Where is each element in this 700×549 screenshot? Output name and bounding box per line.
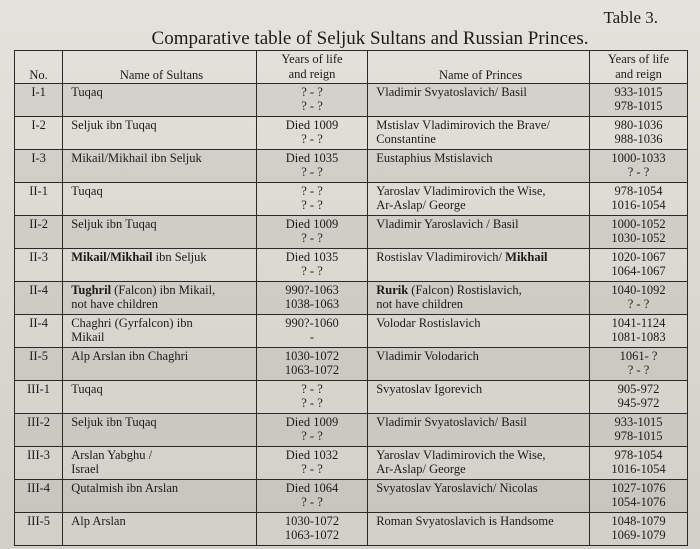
cell-prince-name-text: Vladimir Svyatoslavich/ Basil — [376, 85, 527, 99]
cell-prince-name-text: Svyatoslav Igorevich — [376, 382, 483, 396]
cell-sultan-name-line — [71, 151, 252, 165]
table-row — [15, 480, 688, 513]
cell-sultan-name-line — [71, 250, 252, 264]
cell-prince-years-line: 1030-1052 — [611, 231, 666, 245]
cell-sultan-years-line: Died 1064 — [285, 481, 339, 495]
cell-prince-years — [590, 216, 688, 249]
cell-sultan-name — [63, 216, 257, 249]
cell-sultan-years-line: ? - ? — [301, 184, 323, 198]
cell-no: III-3 — [15, 447, 63, 480]
cell-sultan-name-text: Arslan Yabghu / — [71, 448, 153, 462]
cell-sultan-name-text: ibn Seljuk — [152, 250, 207, 264]
cell-prince-years-line: 933-1015 — [614, 85, 663, 99]
cell-sultan-name-line — [71, 283, 252, 297]
cell-prince-years — [590, 414, 688, 447]
cell-prince-name-text: Ar-Aslap/ George — [376, 198, 466, 212]
cell-prince-years-line: 1016-1054 — [611, 198, 666, 212]
cell-prince-name — [368, 216, 590, 249]
cell-prince-years-line: 1016-1054 — [611, 462, 666, 476]
cell-sultan-years-line: Died 1009 — [285, 118, 339, 132]
header-prince-name: Name of Princes — [368, 51, 590, 84]
cell-no: II-4 — [15, 282, 63, 315]
cell-prince-years — [590, 447, 688, 480]
cell-prince-name-line — [376, 349, 585, 363]
cell-prince-name-line — [376, 382, 585, 396]
cell-no: II-5 — [15, 348, 63, 381]
cell-prince-name — [368, 381, 590, 414]
cell-sultan-name-text: Israel — [71, 462, 99, 476]
cell-sultan-name-text: Tughril — [71, 283, 112, 297]
cell-prince-years — [590, 480, 688, 513]
cell-prince-years-line: 978-1054 — [614, 184, 663, 198]
cell-prince-years — [590, 183, 688, 216]
cell-prince-years-line: 1069-1079 — [611, 528, 666, 542]
cell-sultan-name-text: Seljuk ibn Tuqaq — [71, 118, 157, 132]
table-row — [15, 249, 688, 282]
cell-sultan-name-line — [71, 349, 252, 363]
cell-sultan-years — [256, 249, 367, 282]
cell-prince-name-line — [376, 118, 585, 132]
cell-prince-name-text: Vladimir Svyatoslavich/ Basil — [376, 415, 527, 429]
cell-prince-years-line: ? - ? — [627, 165, 650, 179]
cell-prince-years — [590, 84, 688, 117]
cell-no: III-1 — [15, 381, 63, 414]
cell-no: III-2 — [15, 414, 63, 447]
cell-sultan-years-line: ? - ? — [301, 396, 323, 410]
cell-prince-years-line: 905-972 — [617, 382, 660, 396]
cell-no: II-2 — [15, 216, 63, 249]
table-row — [15, 84, 688, 117]
cell-prince-name-text: Eustaphius Mstislavich — [376, 151, 493, 165]
comparison-table — [14, 50, 688, 546]
cell-prince-name-line — [376, 514, 585, 528]
cell-prince-years-line: ? - ? — [627, 297, 650, 311]
cell-prince-name-text: Yaroslav Vladimirovich the Wise, — [376, 184, 546, 198]
cell-sultan-years — [256, 117, 367, 150]
cell-sultan-years-line: ? - ? — [301, 165, 323, 179]
cell-prince-name — [368, 315, 590, 348]
cell-sultan-years-line: Died 1009 — [285, 217, 339, 231]
cell-sultan-years-line: 1063-1072 — [284, 363, 340, 377]
cell-prince-name-text: Svyatoslav Yaroslavich/ Nicolas — [376, 481, 538, 495]
cell-prince-years — [590, 249, 688, 282]
table-number: Table 3. — [603, 8, 658, 27]
cell-sultan-years-line: ? - ? — [301, 495, 323, 509]
cell-sultan-years — [256, 447, 367, 480]
cell-sultan-name-text: Alp Arslan — [71, 514, 126, 528]
cell-sultan-name-line — [71, 184, 252, 198]
cell-prince-name-text: Rurik — [376, 283, 409, 297]
cell-no: II-3 — [15, 249, 63, 282]
cell-prince-name-line — [376, 283, 585, 297]
cell-sultan-name-text: Seljuk ibn Tuqaq — [71, 217, 157, 231]
cell-sultan-name — [63, 315, 257, 348]
cell-prince-years-line: 1048-1079 — [611, 514, 666, 528]
cell-sultan-name-text: Tuqaq — [71, 382, 103, 396]
cell-prince-years — [590, 348, 688, 381]
cell-prince-years — [590, 315, 688, 348]
cell-sultan-name-line — [71, 462, 252, 476]
cell-prince-name — [368, 117, 590, 150]
cell-prince-years-line: 978-1054 — [614, 448, 663, 462]
cell-sultan-name-line — [71, 448, 252, 462]
cell-no: I-1 — [15, 84, 63, 117]
cell-sultan-years-line: ? - ? — [301, 99, 323, 113]
cell-sultan-years-line: 1030-1072 — [284, 349, 340, 363]
cell-prince-name — [368, 150, 590, 183]
cell-prince-years-line: ? - ? — [627, 363, 650, 377]
cell-sultan-name-text: Alp Arslan ibn Chaghri — [71, 349, 189, 363]
cell-sultan-name-line — [71, 481, 252, 495]
cell-no: III-4 — [15, 480, 63, 513]
cell-sultan-name-text: Seljuk ibn Tuqaq — [71, 415, 157, 429]
cell-sultan-years — [256, 381, 367, 414]
cell-prince-years — [590, 282, 688, 315]
cell-sultan-years-line: ? - ? — [301, 85, 323, 99]
cell-prince-years — [590, 513, 688, 546]
cell-sultan-years-line: 1038-1063 — [284, 297, 340, 311]
cell-prince-name-text: Mstislav Vladimirovich the Brave/ — [376, 118, 550, 132]
cell-sultan-name — [63, 381, 257, 414]
cell-sultan-name-text: (Falcon) ibn Mikail, — [111, 283, 216, 297]
cell-sultan-years — [256, 282, 367, 315]
cell-prince-name — [368, 249, 590, 282]
cell-sultan-years-line: ? - ? — [301, 132, 323, 146]
cell-prince-name-line — [376, 151, 585, 165]
cell-prince-name-text: Ar-Aslap/ George — [376, 462, 466, 476]
cell-sultan-name — [63, 84, 257, 117]
cell-sultan-years-line: Died 1035 — [285, 250, 339, 264]
table-row — [15, 282, 688, 315]
cell-prince-years — [590, 117, 688, 150]
cell-prince-name — [368, 183, 590, 216]
cell-prince-name — [368, 348, 590, 381]
cell-prince-years-line: 988-1036 — [614, 132, 663, 146]
table-row — [15, 183, 688, 216]
table-row — [15, 117, 688, 150]
cell-sultan-name-text: Tuqaq — [71, 85, 103, 99]
header-prince-years — [590, 51, 688, 84]
cell-prince-name-line — [376, 316, 585, 330]
cell-sultan-name-line — [71, 85, 252, 99]
cell-prince-name-text: Rostislav Vladimirovich/ — [376, 250, 506, 264]
cell-sultan-years-line: ? - ? — [301, 264, 323, 278]
cell-sultan-years — [256, 348, 367, 381]
cell-prince-name — [368, 513, 590, 546]
cell-sultan-years-line: Died 1035 — [285, 151, 339, 165]
cell-sultan-years — [256, 480, 367, 513]
cell-sultan-years — [256, 84, 367, 117]
cell-sultan-name-line — [71, 297, 252, 311]
table-row — [15, 381, 688, 414]
header-line: Years of life — [607, 52, 670, 66]
cell-prince-name-text: not have children — [376, 297, 463, 311]
cell-sultan-name — [63, 513, 257, 546]
cell-prince-years-line: 978-1015 — [614, 99, 663, 113]
cell-prince-name — [368, 447, 590, 480]
cell-sultan-name — [63, 117, 257, 150]
cell-sultan-name-line — [71, 514, 252, 528]
cell-sultan-years-line: 990?-1060 — [285, 316, 339, 330]
cell-prince-name-line — [376, 132, 585, 146]
table-row — [15, 315, 688, 348]
cell-sultan-name — [63, 447, 257, 480]
cell-prince-name-line — [376, 198, 585, 212]
cell-prince-years-line: 1040-1092 — [611, 283, 666, 297]
cell-prince-name-text: Roman Svyatoslavich is Handsome — [376, 514, 554, 528]
cell-sultan-name-text: Mikail/Mikhail ibn Seljuk — [71, 151, 202, 165]
cell-sultan-years-line: Died 1009 — [285, 415, 339, 429]
header-row — [15, 51, 688, 84]
cell-prince-years-line: 1064-1067 — [611, 264, 666, 278]
table-row — [15, 447, 688, 480]
cell-prince-name-line — [376, 217, 585, 231]
cell-prince-name-line — [376, 481, 585, 495]
cell-prince-years-line: 1000-1033 — [611, 151, 666, 165]
cell-prince-years-line: 1000-1052 — [611, 217, 666, 231]
cell-sultan-name-text: Qutalmish ibn Arslan — [71, 481, 179, 495]
cell-prince-name — [368, 480, 590, 513]
cell-prince-name — [368, 414, 590, 447]
cell-sultan-name-line — [71, 382, 252, 396]
cell-sultan-name-line — [71, 330, 252, 344]
cell-sultan-years — [256, 315, 367, 348]
cell-sultan-years-line: ? - ? — [301, 382, 323, 396]
cell-no: II-1 — [15, 183, 63, 216]
cell-sultan-years-line: ? - ? — [301, 231, 323, 245]
cell-sultan-name-line — [71, 316, 252, 330]
cell-prince-years-line: 1054-1076 — [611, 495, 666, 509]
cell-sultan-years — [256, 183, 367, 216]
header-line: and reign — [288, 67, 336, 81]
cell-sultan-name — [63, 183, 257, 216]
cell-sultan-name-text: not have children — [71, 297, 158, 311]
cell-prince-name-line — [376, 415, 585, 429]
cell-no: I-2 — [15, 117, 63, 150]
cell-prince-name-line — [376, 448, 585, 462]
header-line: and reign — [615, 67, 662, 81]
cell-sultan-name — [63, 480, 257, 513]
cell-sultan-years — [256, 216, 367, 249]
cell-prince-name-line — [376, 184, 585, 198]
cell-prince-name-text: Mikhail — [505, 250, 548, 264]
cell-sultan-name-text: Chaghri (Gyrfalcon) ibn — [71, 316, 193, 330]
cell-prince-years-line: 980-1036 — [614, 118, 663, 132]
cell-sultan-years — [256, 414, 367, 447]
cell-prince-name-line — [376, 297, 585, 311]
cell-prince-name-text: (Falcon) Rostislavich, — [408, 283, 522, 297]
cell-sultan-name — [63, 282, 257, 315]
table-row — [15, 348, 688, 381]
cell-no: I-3 — [15, 150, 63, 183]
cell-prince-name — [368, 84, 590, 117]
cell-sultan-years-line: Died 1032 — [285, 448, 339, 462]
cell-sultan-name-line — [71, 415, 252, 429]
cell-sultan-years-line: 990?-1063 — [285, 283, 339, 297]
cell-sultan-years — [256, 150, 367, 183]
cell-prince-years-line: 1041-1124 — [611, 316, 666, 330]
cell-sultan-name — [63, 150, 257, 183]
cell-prince-name-line — [376, 462, 585, 476]
cell-prince-years-line: 933-1015 — [614, 415, 663, 429]
header-no: No. — [15, 51, 63, 84]
cell-sultan-years-line: ? - ? — [301, 429, 323, 443]
table-row — [15, 216, 688, 249]
cell-prince-name-text: Vladimir Yaroslavich / Basil — [376, 217, 519, 231]
cell-prince-name-line — [376, 250, 585, 264]
header-sultan-years — [256, 51, 367, 84]
cell-prince-years-line: 1027-1076 — [611, 481, 666, 495]
cell-sultan-years-line: - — [309, 330, 315, 344]
header-sultan-name: Name of Sultans — [63, 51, 257, 84]
cell-sultan-years-line: ? - ? — [301, 198, 323, 212]
cell-prince-years-line: 1020-1067 — [611, 250, 666, 264]
cell-prince-years — [590, 150, 688, 183]
cell-sultan-name-text: Mikail — [71, 330, 105, 344]
table-body — [15, 84, 688, 546]
table-row — [15, 414, 688, 447]
cell-prince-years-line: 1061- ? — [619, 349, 658, 363]
cell-sultan-name — [63, 249, 257, 282]
table-row — [15, 513, 688, 546]
cell-no: II-4 — [15, 315, 63, 348]
cell-sultan-years-line: 1030-1072 — [284, 514, 340, 528]
cell-no: III-5 — [15, 513, 63, 546]
cell-prince-years-line: 978-1015 — [614, 429, 663, 443]
cell-prince-years-line: 1081-1083 — [611, 330, 666, 344]
cell-prince-years — [590, 381, 688, 414]
table-caption: Comparative table of Seljuk Sultans and Russian Princes. — [151, 28, 589, 49]
header-line: Years of life — [281, 52, 343, 66]
cell-sultan-name — [63, 348, 257, 381]
cell-sultan-name-text: Mikail/Mikhail — [71, 250, 153, 264]
cell-sultan-years-line: 1063-1072 — [284, 528, 340, 542]
cell-sultan-years — [256, 513, 367, 546]
cell-prince-years-line: 945-972 — [617, 396, 660, 410]
cell-prince-name-text: Volodar Rostislavich — [376, 316, 481, 330]
cell-sultan-name-text: Tuqaq — [71, 184, 103, 198]
table-row — [15, 150, 688, 183]
cell-sultan-name-line — [71, 217, 252, 231]
cell-prince-name-text: Yaroslav Vladimirovich the Wise, — [376, 448, 546, 462]
cell-sultan-years-line: ? - ? — [301, 462, 323, 476]
cell-prince-name-line — [376, 85, 585, 99]
cell-prince-name-text: Vladimir Volodarich — [376, 349, 479, 363]
cell-prince-name-text: Constantine — [376, 132, 436, 146]
cell-sultan-name-line — [71, 118, 252, 132]
cell-prince-name — [368, 282, 590, 315]
cell-sultan-name — [63, 414, 257, 447]
